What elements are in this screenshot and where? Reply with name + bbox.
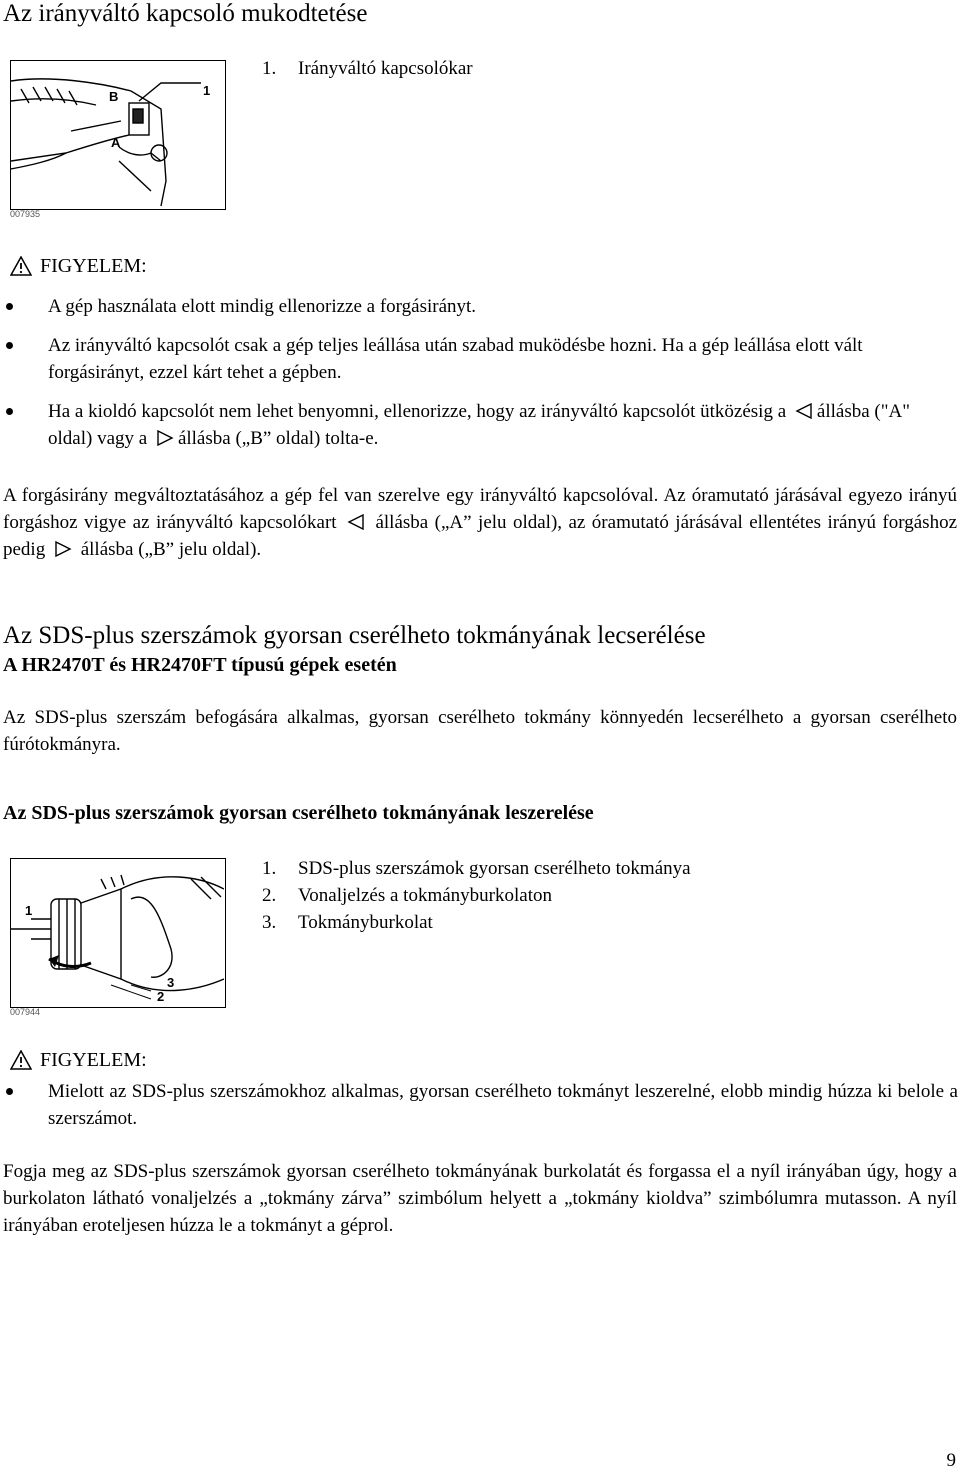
paragraph-chuck-intro: Az SDS-plus szerszám befogására alkalmas, gyorsan cserélheto tokmány könnyedén lecserélheto a gyorsan cserélheto fúrótokmányra.	[3, 707, 957, 755]
figure-label-2: 2	[157, 989, 165, 1004]
figure-label-3: 3	[167, 975, 175, 990]
legend-item: 3. Tokmányburkolat	[262, 912, 433, 933]
legend-list-3	[262, 855, 691, 936]
figure-label-a: A	[111, 135, 121, 150]
figure-label-1: 1	[25, 903, 33, 918]
section-title-direction-switch: Az irányváltó kapcsoló mukodtetése	[3, 0, 368, 27]
warning-title: FIGYELEM:	[40, 255, 147, 277]
legend-item: 1. SDS-plus szerszámok gyorsan cserélheto tokmánya	[262, 858, 691, 879]
drill-switch-illustration	[11, 61, 224, 208]
legend-item: 1. Irányváltó kapcsolókar	[262, 58, 473, 79]
figure-label-1: 1	[203, 83, 211, 98]
section-subtitle-models: A HR2470T és HR2470FT típusú gépek esetén	[3, 654, 397, 676]
triangle-left-icon	[347, 514, 365, 530]
triangle-left-icon	[795, 403, 813, 419]
legend-item: 2. Vonaljelzés a tokmányburkolaton	[262, 885, 552, 906]
figure-chuck-removal	[10, 858, 226, 1008]
warning-list-3	[0, 1078, 958, 1132]
section-title-chuck-replace: Az SDS-plus szerszámok gyorsan cserélheto tokmányának lecserélése	[3, 622, 706, 649]
section-title-chuck-remove: Az SDS-plus szerszámok gyorsan cserélheto tokmányának leszerelése	[3, 802, 594, 824]
warning-heading-1	[10, 254, 147, 278]
figure-direction-switch	[10, 60, 226, 210]
paragraph-chuck-removal: Fogja meg az SDS-plus szerszámok gyorsan cserélheto tokmányának burkolatát és forgassa el a nyíl irányában úgy, hogy a burkolaton látható vonaljelzés a „tokmány zárva” szimbólum helyett a „tokmány kioldva” szimbólumra mutasson. A nyíl irányában eroteljesen húzza le a tokmányt a géprol.	[3, 1161, 957, 1236]
figure-caption: 007944	[10, 1007, 41, 1017]
list-item: Ha a kioldó kapcsolót nem lehet benyomni, ellenorizze, hogy az irányváltó kapcsolót ütközésig a állásba ("A" oldal) vagy a állásba („B” oldal) tolta-e.	[0, 398, 958, 452]
figure-label-b: B	[109, 89, 119, 104]
list-item: Mielott az SDS-plus szerszámokhoz alkalmas, gyorsan cserélheto tokmányt leszerelné, elobb mindig húzza ki belole a szerszámot.	[0, 1078, 958, 1132]
warning-triangle-icon	[10, 1050, 32, 1070]
warning-heading-3	[10, 1048, 147, 1072]
warning-list-1	[0, 293, 958, 452]
list-item: A gép használata elott mindig ellenorizze a forgásirányt.	[0, 293, 958, 320]
triangle-right-icon	[54, 541, 72, 557]
warning-title: FIGYELEM:	[40, 1049, 147, 1071]
warning-triangle-icon	[10, 256, 32, 276]
page-number: 9	[946, 1450, 956, 1471]
list-item: Az irányváltó kapcsolót csak a gép teljes leállása után szabad muködésbe hozni. Ha a gép leállása elott vált forgásirányt, ezzel kárt tehet a gépben.	[0, 332, 958, 386]
paragraph-direction: A forgásirány megváltoztatásához a gép fel van szerelve egy irányváltó kapcsolóval. Az óramutató járásával egyezo irányú forgáshoz vigye az irányváltó kapcsolókart állásba („A” jelu oldal), az óramutató járásával ellentétes irányú forgáshoz pedig állásba („B” jelu oldal).	[3, 485, 958, 560]
chuck-illustration	[11, 859, 224, 1006]
legend-list-1	[262, 55, 473, 82]
figure-caption: 007935	[10, 209, 41, 219]
triangle-right-icon	[156, 430, 174, 446]
